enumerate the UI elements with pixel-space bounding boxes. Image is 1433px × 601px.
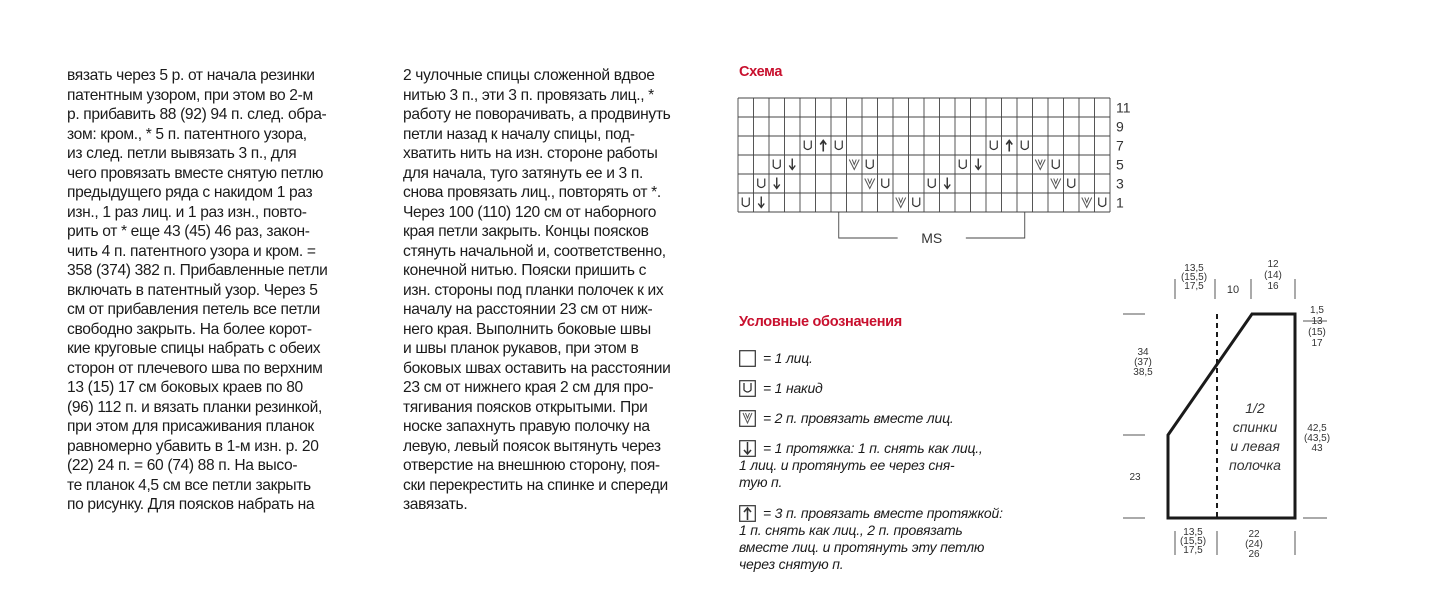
text-line: см от прибавления петель все петли <box>67 301 321 318</box>
dimension-label: (15) <box>1308 327 1326 338</box>
yarn-over-symbol <box>882 179 889 188</box>
double-decrease-symbol <box>820 141 826 152</box>
yarn-over-symbol <box>758 179 765 188</box>
yarn-over-symbol <box>1068 179 1075 188</box>
text-column-left <box>67 66 392 515</box>
knitting-chart <box>737 96 1129 266</box>
legend-text <box>763 350 813 367</box>
legend-text <box>763 410 954 427</box>
repeat-label: MS <box>921 230 943 246</box>
row-number: 9 <box>1116 118 1124 135</box>
legend-title: Условные обозначения <box>739 314 902 330</box>
dimension-label: 38,5 <box>1133 367 1153 378</box>
text-column-middle <box>403 66 723 515</box>
k2tog-symbol <box>896 198 906 208</box>
dimension-label: 23 <box>1129 472 1141 483</box>
text-line: рить от * еще 43 (45) 46 раз, закон- <box>67 223 310 240</box>
legend-line: через снятую п. <box>739 556 844 572</box>
yarn-over-symbol <box>835 141 842 150</box>
slip-pass-icon <box>739 440 756 457</box>
text-line: стянуть начальной и, соответственно, <box>403 242 666 260</box>
blank-square-icon <box>739 350 756 367</box>
dimension-label: (14) <box>1264 270 1282 281</box>
legend-line: вместе лиц. и протянуть эту петлю <box>739 539 985 555</box>
text-line: кие круговые спицы набрать с обеих <box>67 340 321 357</box>
row-number: 1 <box>1116 194 1124 211</box>
text-line: чить 4 п. патентного узора и кром. = <box>67 242 316 260</box>
scheme-title: Схема <box>739 64 783 80</box>
legend-text <box>739 440 983 491</box>
dimension-label: 13,5 <box>1184 263 1204 274</box>
slip-pass-symbol <box>944 178 950 189</box>
text-line: свободно закрыть. На более корот- <box>67 320 312 338</box>
dimension-label: (24) <box>1245 539 1263 550</box>
text-line: 2 чулочные спицы сложенной вдвое <box>403 67 655 84</box>
text-line: сторон от плечевого шва по верхним <box>67 359 323 377</box>
legend-line: = 1 накид <box>763 380 823 396</box>
yarn-over-symbol <box>742 198 749 207</box>
double-decrease-icon <box>739 505 756 522</box>
text-line: изн., 1 раз лиц. и 1 раз изн., повто- <box>67 203 307 221</box>
dimension-label: 42,5 <box>1307 423 1327 434</box>
dimension-label: 17,5 <box>1183 545 1203 556</box>
text-line: работу не поворачивать, а продвинуть <box>403 106 671 123</box>
chart-grid <box>738 98 1110 212</box>
text-line: носке запахнуть правую полочку на <box>403 418 650 435</box>
text-line: для начала, туго затянуть ее и 3 п. <box>403 164 643 182</box>
legend-line: тую п. <box>739 474 783 490</box>
text-line: при этом для присаживания планок <box>67 418 314 435</box>
dimension-label: 1,5 <box>1310 305 1324 316</box>
text-line: изн. стороны под планки полочек к их <box>403 281 664 299</box>
yarn-over-symbol <box>1021 141 1028 150</box>
row-number: 7 <box>1116 137 1124 154</box>
yarn-over-symbol <box>913 198 920 207</box>
text-line: из след. петли вывязать 3 п., для <box>67 145 297 162</box>
k2tog-symbol <box>1035 160 1045 170</box>
repeat-bracket-right <box>966 212 1025 238</box>
yarn-over-symbol <box>1099 198 1106 207</box>
legend-text <box>763 380 823 397</box>
k2tog-symbol <box>1082 198 1092 208</box>
text-line: по рисунку. Для поясков набрать на <box>67 496 315 513</box>
text-line: левую, левый поясок вытянуть через <box>403 437 661 455</box>
slip-pass-symbol <box>774 178 780 189</box>
text-line: отверстие на внешнюю сторону, поя- <box>403 457 660 474</box>
dimension-label: 12 <box>1267 259 1279 270</box>
row-number: 5 <box>1116 156 1124 173</box>
dimension-label: (15,5) <box>1180 272 1208 283</box>
dimension-label: 26 <box>1248 549 1260 560</box>
text-line: него края. Выполнить боковые швы <box>403 320 651 338</box>
text-line: чего провязать вместе снятую петлю <box>67 164 324 182</box>
yarn-over-symbol <box>773 160 780 169</box>
piece-label: полочка <box>1229 457 1281 473</box>
row-number: 3 <box>1116 175 1124 192</box>
legend-text <box>739 505 1003 573</box>
text-line: завязать. <box>403 496 468 513</box>
k2tog-symbol <box>849 160 859 170</box>
legend-line: = 1 лиц. <box>763 350 813 366</box>
text-line: ски перекрестить на спинке и спереди <box>403 476 668 494</box>
yarn-over-symbol <box>804 141 811 150</box>
text-line: началу на расстоянии 23 см от ниж- <box>403 301 653 318</box>
repeat-bracket-left <box>839 212 898 238</box>
k2tog-icon <box>739 410 756 427</box>
dimension-label: (15,5) <box>1179 536 1207 547</box>
text-line: те планок 4,5 см все петли закрыть <box>67 476 311 494</box>
garment-schematic <box>1105 255 1345 575</box>
text-line: патентным узором, при этом во 2-м <box>67 86 313 104</box>
yarn-over-symbol <box>928 179 935 188</box>
yarn-over-symbol <box>990 141 997 150</box>
text-line: боковых швах оставить на расстоянии <box>403 359 671 377</box>
dimension-label: (43,5) <box>1303 433 1331 444</box>
text-line: Через 100 (110) 120 см от наборного <box>403 203 657 221</box>
dimension-label: 22 <box>1248 529 1260 540</box>
dimension-label: 10 <box>1226 284 1240 296</box>
legend-line: = 1 протяжка: 1 п. снять как лиц., <box>763 440 983 456</box>
text-line: нитью 3 п., эти 3 п. провязать лиц., * <box>403 86 654 104</box>
text-line: (96) 112 п. и вязать планки резинкой, <box>67 398 322 416</box>
piece-label: 1/2 <box>1245 400 1265 416</box>
yarn-over-symbol <box>959 160 966 169</box>
text-line: включать в патентный узор. Через 5 <box>67 281 318 299</box>
text-line: 13 (15) 17 см боковых краев по 80 <box>67 379 303 396</box>
text-line: и швы планок рукавов, при этом в <box>403 340 639 357</box>
text-line: хватить нить на изн. стороне работы <box>403 145 658 162</box>
text-line: тягивания поясков открытыми. При <box>403 398 648 416</box>
text-line: вязать через 5 р. от начала резинки <box>67 67 315 84</box>
text-line: снова провязать лиц., повторять от *. <box>403 184 661 201</box>
k2tog-symbol <box>1051 179 1061 189</box>
slip-pass-symbol <box>789 159 795 170</box>
text-line: 358 (374) 382 п. Прибавленные петли <box>67 262 328 279</box>
legend-line: = 3 п. провязать вместе протяжкой: <box>763 505 1003 521</box>
text-line: равномерно убавить в 1-м изн. р. 20 <box>67 437 319 455</box>
legend-line: 1 лиц. и протянуть ее через сня- <box>739 457 955 473</box>
slip-pass-symbol <box>758 197 764 208</box>
dimension-label: 17,5 <box>1184 281 1204 292</box>
text-line: 23 см от нижнего края 2 см для про- <box>403 379 654 396</box>
dimension-label: 13,5 <box>1183 527 1203 538</box>
k2tog-symbol <box>865 179 875 189</box>
text-line: предыдущего ряда с накидом 1 раз <box>67 184 313 201</box>
piece-label: спинки <box>1232 419 1278 435</box>
piece-outline <box>1168 314 1295 518</box>
legend-line: = 2 п. провязать вместе лиц. <box>763 410 954 426</box>
dimension-label: (37) <box>1134 357 1152 368</box>
text-line: петли назад к началу спицы, под- <box>403 125 635 143</box>
row-number: 11 <box>1116 99 1131 116</box>
text-line: конечной нитью. Пояски пришить с <box>403 262 647 279</box>
yarn-over-icon <box>739 380 756 397</box>
dimension-label: 34 <box>1137 347 1149 358</box>
slip-pass-symbol <box>975 159 981 170</box>
piece-label: и левая <box>1230 438 1280 454</box>
text-line: края петли закрыть. Концы поясков <box>403 223 649 240</box>
text-line: зом: кром., * 5 п. патентного узора, <box>67 125 307 143</box>
text-line: р. прибавить 88 (92) 94 п. след. обра- <box>67 106 327 123</box>
yarn-over-symbol <box>1052 160 1059 169</box>
dimension-label: 17 <box>1311 338 1323 349</box>
double-decrease-symbol <box>1006 141 1012 152</box>
text-line: (22) 24 п. = 60 (74) 88 п. На высо- <box>67 457 298 474</box>
dimension-label: 43 <box>1311 443 1323 454</box>
yarn-over-symbol <box>866 160 873 169</box>
dimension-label: 13 <box>1311 316 1323 327</box>
dimension-label: 16 <box>1267 281 1279 292</box>
legend-line: 1 п. снять как лиц., 2 п. провязать <box>739 522 963 538</box>
